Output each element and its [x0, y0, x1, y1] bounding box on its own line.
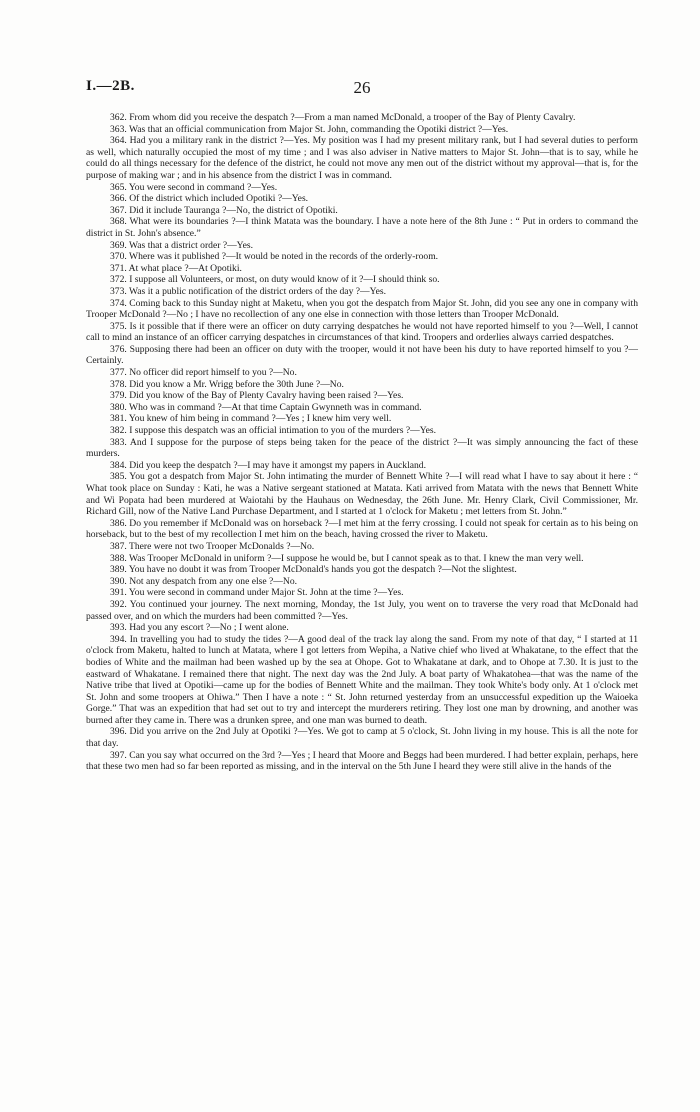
- paper-reference: I.—2B.: [86, 78, 135, 94]
- evidence-paragraph: 364. Had you a military rank in the district ?—Yes. My position was I had my present military rank, but I had several duties to perform as well, which naturally occupied the most of my time ; and I was also adviser in Native matters to Major St. John—that is to say, while he could do all things necessary for the defence of the district, he could not move any men out of the district without my approval—that is, for the purpose of making war ; and in his absence from the district I was in command.: [86, 135, 638, 181]
- evidence-paragraph: 389. You have no doubt it was from Trooper McDonald's hands you got the despatch ?—Not the slightest.: [110, 564, 517, 576]
- evidence-paragraph: 392. You continued your journey. The next morning, Monday, the 1st July, you went on to traverse the very road that McDonald had passed over, and on which the murders had been committed ?—Yes.: [86, 598, 638, 622]
- evidence-paragraph: 369. Was that a district order ?—Yes.: [110, 239, 254, 251]
- evidence-paragraph: 372. I suppose all Volunteers, or most, on duty would know of it ?—I should think so.: [110, 274, 440, 286]
- evidence-paragraph: 394. In travelling you had to study the tides ?—A good deal of the track lay along the sand. From my note of that day, “ I started at 11 o'clock from Maketu, halted to lunch at Matata, where I got letters from Wepiha, a Native chief who lived at Whakatane, to the effect that the bodies of White and the mailman had been washed up by the sea at Ohope. Got to Whakatane at dark, and to Ohope at 7.30. It is just to the eastward of Whakatane. I remained there that night. The next day was the 2nd July. A boat party of Whakatohea—that was the name of the Native tribe that lived at Opotiki—came up for the bodies of Bennett White and the mailman. They took White's body only. At 1 o'clock met St. John and some troopers at Ohiwa.” Then I have a note : “ St. John returned yesterday from an unsuccessful expedition up the Waioeka Gorge.” That was an expedition that had set out to try and intercept the murderers retiring. They lost one man by drowning, and another was burned after they came in. There was a drunken spree, and one man was burned to death.: [86, 633, 638, 726]
- evidence-paragraph: 382. I suppose this despatch was an official intimation to you of the murders ?—Yes.: [110, 425, 437, 437]
- evidence-paragraph: 385. You got a despatch from Major St. John intimating the murder of Bennett White ?—I will read what I have to say about it here : “ What took place on Sunday : Kati, he was a Native sergeant stationed at Matata. Kati arrived from Matata with the news that Bennett White and Wi Popata had been murdered at Waiotahi by the Hauhaus on Wednesday, the 26th June. Mr. Henry Clark, Civil Commissioner, Mr. Richard Gill, now of the Native Land Purchase Department, and I started at 1 o'clock for Maketu ; met letters from St. John.”: [86, 471, 638, 518]
- evidence-paragraph: 381. You knew of him being in command ?—Yes ; I knew him very well.: [110, 413, 392, 425]
- minutes-of-evidence: [86, 112, 638, 773]
- evidence-paragraph: 376. Supposing there had been an officer on duty with the trooper, would it not have been his duty to have reported himself to you ?—Certainly.: [86, 343, 638, 367]
- evidence-paragraph: 397. Can you say what occurred on the 3rd ?—Yes ; I heard that Moore and Beggs had been murdered. I had better explain, perhaps, here that these two men had so far been reported as missing, and in the interval on the 5th June I heard they were still alive in the hands of the: [86, 749, 638, 773]
- evidence-paragraph: 362. From whom did you receive the despatch ?—From a man named McDonald, a trooper of the Bay of Plenty Cavalry.: [110, 112, 576, 123]
- evidence-paragraph: 383. And I suppose for the purpose of steps being taken for the peace of the district ?—It was simply announcing the fact of these murders.: [86, 436, 638, 460]
- evidence-paragraph: 368. What were its boundaries ?—I think Matata was the boundary. I have a note here of the 8th June : “ Put in orders to command the district in St. John's absence.”: [86, 216, 638, 239]
- evidence-paragraph: 371. At what place ?—At Opotiki.: [110, 262, 242, 274]
- evidence-paragraph: 374. Coming back to this Sunday night at Maketu, when you got the despatch from Major St. John, did you see any one in company with Trooper McDonald ?—No ; I have no recollection of any one else in connection with those letters than Trooper McDonald.: [86, 297, 638, 321]
- evidence-paragraph: 367. Did it include Tauranga ?—No, the district of Opotiki.: [110, 204, 338, 216]
- evidence-paragraph: 363. Was that an official communication from Major St. John, commanding the Opotiki district ?—Yes.: [110, 123, 509, 135]
- evidence-paragraph: 388. Was Trooper McDonald in uniform ?—I suppose he would be, but I cannot speak as to that. I knew the man very well.: [110, 552, 584, 564]
- evidence-paragraph: 378. Did you know a Mr. Wrigg before the 30th June ?—No.: [110, 378, 344, 390]
- evidence-paragraph: 386. Do you remember if McDonald was on horseback ?—I met him at the ferry crossing. I could not speak for certain as to his being on horseback, but to the best of my recollection I met him on the beach, having crossed the river to Maketu.: [86, 517, 638, 541]
- evidence-paragraph: 370. Where was it published ?—It would be noted in the records of the orderly-room.: [110, 251, 439, 263]
- evidence-paragraph: 375. Is it possible that if there were an officer on duty carrying despatches he would not have reported himself to you ?—Well, I cannot call to mind an instance of an officer carrying despatches in circumstances of that kind. Troopers and orderlies always carried despatches.: [86, 320, 638, 344]
- evidence-paragraph: 366. Of the district which included Opotiki ?—Yes.: [110, 193, 309, 205]
- evidence-paragraph: 396. Did you arrive on the 2nd July at Opotiki ?—Yes. We got to camp at 5 o'clock, St. John living in my house. This is all the note for that day.: [86, 726, 638, 750]
- page-header: [86, 78, 638, 102]
- page-number: 26: [353, 78, 371, 97]
- evidence-paragraph: 390. Not any despatch from any one else ?—No.: [110, 575, 298, 587]
- evidence-paragraph: 377. No officer did report himself to you ?—No.: [110, 367, 297, 379]
- evidence-paragraph: 387. There were not two Trooper McDonalds ?—No.: [110, 540, 315, 552]
- evidence-paragraph: 384. Did you keep the despatch ?—I may have it amongst my papers in Auckland.: [110, 459, 426, 471]
- evidence-paragraph: 380. Who was in command ?—At that time Captain Gwynneth was in command.: [110, 401, 422, 413]
- evidence-paragraph: 379. Did you know of the Bay of Plenty Cavalry having been raised ?—Yes.: [110, 390, 404, 402]
- evidence-paragraph: 391. You were second in command under Major St. John at the time ?—Yes.: [110, 587, 404, 599]
- evidence-paragraph: 393. Had you any escort ?—No ; I went alone.: [110, 622, 289, 634]
- evidence-paragraph: 365. You were second in command ?—Yes.: [110, 181, 278, 193]
- evidence-paragraph: 373. Was it a public notification of the district orders of the day ?—Yes.: [110, 285, 386, 297]
